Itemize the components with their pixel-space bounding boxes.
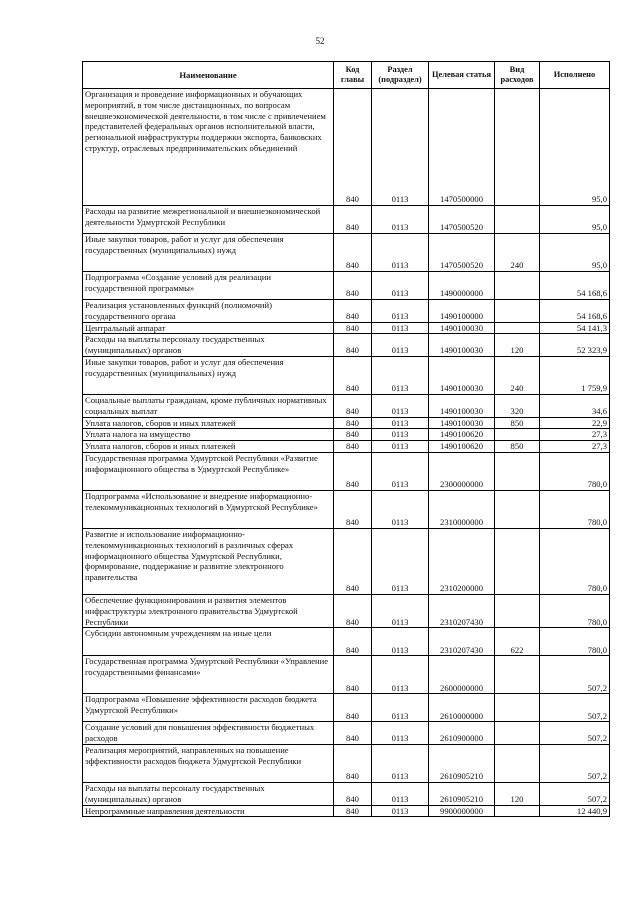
row-amount: 54 141,3 (540, 322, 610, 334)
table-row (83, 694, 610, 722)
row-section: 0113 (372, 694, 429, 722)
row-name: Реализация мероприятий, направленных на повышение эффективности расходов бюджета Удмуртской Республики (83, 744, 334, 782)
header-code: Код главы (334, 62, 372, 89)
row-name: Уплата налогов, сборов и иных платежей (83, 441, 334, 453)
row-code: 840 (334, 89, 372, 206)
table-row (83, 394, 610, 417)
table-row (83, 441, 610, 453)
row-code: 840 (334, 441, 372, 453)
table-row (83, 322, 610, 334)
row-target: 1470500520 (429, 206, 495, 234)
row-code: 840 (334, 394, 372, 417)
row-target: 1470500520 (429, 234, 495, 272)
table-row (83, 452, 610, 490)
row-section: 0113 (372, 394, 429, 417)
row-code: 840 (334, 429, 372, 441)
row-code: 840 (334, 334, 372, 357)
row-code: 840 (334, 722, 372, 745)
row-target: 2610905210 (429, 744, 495, 782)
row-amount: 507,2 (540, 694, 610, 722)
row-target: 2310200000 (429, 528, 495, 594)
row-section: 0113 (372, 528, 429, 594)
row-kind: 240 (495, 234, 540, 272)
row-amount: 780,0 (540, 452, 610, 490)
row-amount: 780,0 (540, 594, 610, 627)
row-amount: 507,2 (540, 656, 610, 694)
row-amount: 34,6 (540, 394, 610, 417)
table-row (83, 89, 610, 206)
row-amount: 22,9 (540, 417, 610, 429)
row-section: 0113 (372, 441, 429, 453)
row-amount: 1 759,9 (540, 356, 610, 394)
header-amount: Исполнено (540, 62, 610, 89)
row-amount: 780,0 (540, 528, 610, 594)
row-code: 840 (334, 234, 372, 272)
row-kind: 120 (495, 782, 540, 805)
row-name: Расходы на развитие межрегиональной и внешнеэкономической деятельности Удмуртской Республики (83, 206, 334, 234)
row-section: 0113 (372, 417, 429, 429)
row-kind (495, 490, 540, 528)
row-amount: 54 168,6 (540, 272, 610, 300)
row-target: 1490100000 (429, 300, 495, 323)
row-code: 840 (334, 417, 372, 429)
row-amount: 27,3 (540, 429, 610, 441)
row-kind (495, 300, 540, 323)
row-name: Подпрограмма «Создание условий для реализации государственной программы» (83, 272, 334, 300)
row-section: 0113 (372, 234, 429, 272)
row-name: Непрограммные направления деятельности (83, 805, 334, 817)
row-name: Реализация установленных функций (полномочий) государственного органа (83, 300, 334, 323)
row-code: 840 (334, 356, 372, 394)
row-target: 9900000000 (429, 805, 495, 817)
row-name: Субсидии автономным учреждениям на иные цели (83, 628, 334, 656)
row-name: Создание условий для повышения эффективности бюджетных расходов (83, 722, 334, 745)
row-section: 0113 (372, 206, 429, 234)
table-header-row (83, 62, 610, 89)
row-target: 1490100620 (429, 429, 495, 441)
row-name: Расходы на выплаты персоналу государственных (муниципальных) органов (83, 334, 334, 357)
row-amount: 27,3 (540, 441, 610, 453)
row-target: 2300000000 (429, 452, 495, 490)
table-body (83, 89, 610, 817)
row-amount: 507,2 (540, 744, 610, 782)
row-kind: 850 (495, 417, 540, 429)
row-code: 840 (334, 594, 372, 627)
row-kind (495, 656, 540, 694)
header-name: Наименование (83, 62, 334, 89)
row-target: 1490000000 (429, 272, 495, 300)
row-amount: 95,0 (540, 206, 610, 234)
row-kind (495, 744, 540, 782)
row-target: 1490100030 (429, 356, 495, 394)
row-kind: 622 (495, 628, 540, 656)
header-kind: Вид расходов (495, 62, 540, 89)
row-name: Социальные выплаты гражданам, кроме публичных нормативных социальных выплат (83, 394, 334, 417)
row-code: 840 (334, 322, 372, 334)
row-target: 2310207430 (429, 628, 495, 656)
row-kind: 120 (495, 334, 540, 357)
row-kind (495, 322, 540, 334)
row-kind (495, 722, 540, 745)
row-section: 0113 (372, 89, 429, 206)
row-section: 0113 (372, 722, 429, 745)
row-name: Государственная программа Удмуртской Республики «Развитие информационного общества в Удмуртской Республике» (83, 452, 334, 490)
row-kind (495, 528, 540, 594)
row-code: 840 (334, 206, 372, 234)
row-target: 2610900000 (429, 722, 495, 745)
row-code: 840 (334, 528, 372, 594)
row-name: Развитие и использование информационно-телекоммуникационных технологий в различных сферах информационного общества Удмуртской Республики, формирование, поддержание и развитие электронного правительства (83, 528, 334, 594)
row-target: 2600000000 (429, 656, 495, 694)
row-amount: 780,0 (540, 490, 610, 528)
table-row (83, 490, 610, 528)
table-row (83, 628, 610, 656)
row-name: Подпрограмма «Использование и внедрение информационно-телекоммуникационных технологий в Удмуртской Республике» (83, 490, 334, 528)
row-amount: 12 440,9 (540, 805, 610, 817)
row-section: 0113 (372, 334, 429, 357)
budget-table (82, 61, 610, 817)
row-section: 0113 (372, 452, 429, 490)
row-name: Уплата налога на имущество (83, 429, 334, 441)
row-target: 1470500000 (429, 89, 495, 206)
row-target: 1490100030 (429, 322, 495, 334)
row-kind: 240 (495, 356, 540, 394)
row-name: Расходы на выплаты персоналу государственных (муниципальных) органов (83, 782, 334, 805)
row-name: Иные закупки товаров, работ и услуг для обеспечения государственных (муниципальных) нужд (83, 234, 334, 272)
table-row (83, 334, 610, 357)
header-section: Раздел (подраздел) (372, 62, 429, 89)
row-code: 840 (334, 782, 372, 805)
row-section: 0113 (372, 656, 429, 694)
row-name: Организация и проведение информационных и обучающих мероприятий, в том числе дистанционных, по вопросам внешнеэкономической деятельности, в том числе с привлечением представителей федеральных органов исполнительной власти, региональной инфраструктуры поддержки экспорта, банковских структур, отраслевых предпринимательских объединений (83, 89, 334, 206)
table-row (83, 234, 610, 272)
row-kind (495, 452, 540, 490)
table-row (83, 206, 610, 234)
row-amount: 54 168,6 (540, 300, 610, 323)
row-kind (495, 594, 540, 627)
table-row (83, 594, 610, 627)
row-code: 840 (334, 805, 372, 817)
row-target: 2610000000 (429, 694, 495, 722)
row-code: 840 (334, 300, 372, 323)
row-kind (495, 206, 540, 234)
row-name: Государственная программа Удмуртской Республики «Управление государственными финансами» (83, 656, 334, 694)
row-section: 0113 (372, 805, 429, 817)
row-amount: 52 323,9 (540, 334, 610, 357)
row-section: 0113 (372, 490, 429, 528)
table-row (83, 782, 610, 805)
row-code: 840 (334, 656, 372, 694)
page-number: 52 (315, 36, 325, 46)
row-amount: 507,2 (540, 722, 610, 745)
row-section: 0113 (372, 594, 429, 627)
row-target: 1490100030 (429, 417, 495, 429)
row-section: 0113 (372, 322, 429, 334)
row-code: 840 (334, 490, 372, 528)
table-row (83, 656, 610, 694)
row-code: 840 (334, 272, 372, 300)
table-row (83, 356, 610, 394)
table-row (83, 805, 610, 817)
row-code: 840 (334, 628, 372, 656)
row-name: Обеспечение функционирования и развития элементов инфраструктуры электронного правительства Удмуртской Республики (83, 594, 334, 627)
table-row (83, 429, 610, 441)
row-amount: 95,0 (540, 234, 610, 272)
row-section: 0113 (372, 300, 429, 323)
row-kind (495, 429, 540, 441)
row-amount: 780,0 (540, 628, 610, 656)
row-kind (495, 805, 540, 817)
row-code: 840 (334, 452, 372, 490)
row-code: 840 (334, 744, 372, 782)
row-code: 840 (334, 694, 372, 722)
header-target: Целевая статья (429, 62, 495, 89)
row-target: 2310000000 (429, 490, 495, 528)
table-row (83, 300, 610, 323)
row-kind (495, 272, 540, 300)
row-name: Подпрограмма «Повышение эффективности расходов бюджета Удмуртской Республики» (83, 694, 334, 722)
row-amount: 95,0 (540, 89, 610, 206)
table-row (83, 744, 610, 782)
row-section: 0113 (372, 356, 429, 394)
table-row (83, 528, 610, 594)
table-row (83, 272, 610, 300)
row-kind (495, 694, 540, 722)
row-name: Уплата налогов, сборов и иных платежей (83, 417, 334, 429)
row-target: 1490100030 (429, 334, 495, 357)
row-target: 1490100030 (429, 394, 495, 417)
row-section: 0113 (372, 744, 429, 782)
row-section: 0113 (372, 429, 429, 441)
row-target: 2610905210 (429, 782, 495, 805)
row-section: 0113 (372, 272, 429, 300)
row-name: Иные закупки товаров, работ и услуг для обеспечения государственных (муниципальных) нужд (83, 356, 334, 394)
row-target: 1490100620 (429, 441, 495, 453)
table-row (83, 417, 610, 429)
row-section: 0113 (372, 782, 429, 805)
row-kind (495, 89, 540, 206)
row-name: Центральный аппарат (83, 322, 334, 334)
row-kind: 320 (495, 394, 540, 417)
row-target: 2310207430 (429, 594, 495, 627)
row-amount: 507,2 (540, 782, 610, 805)
row-section: 0113 (372, 628, 429, 656)
row-kind: 850 (495, 441, 540, 453)
table-row (83, 722, 610, 745)
